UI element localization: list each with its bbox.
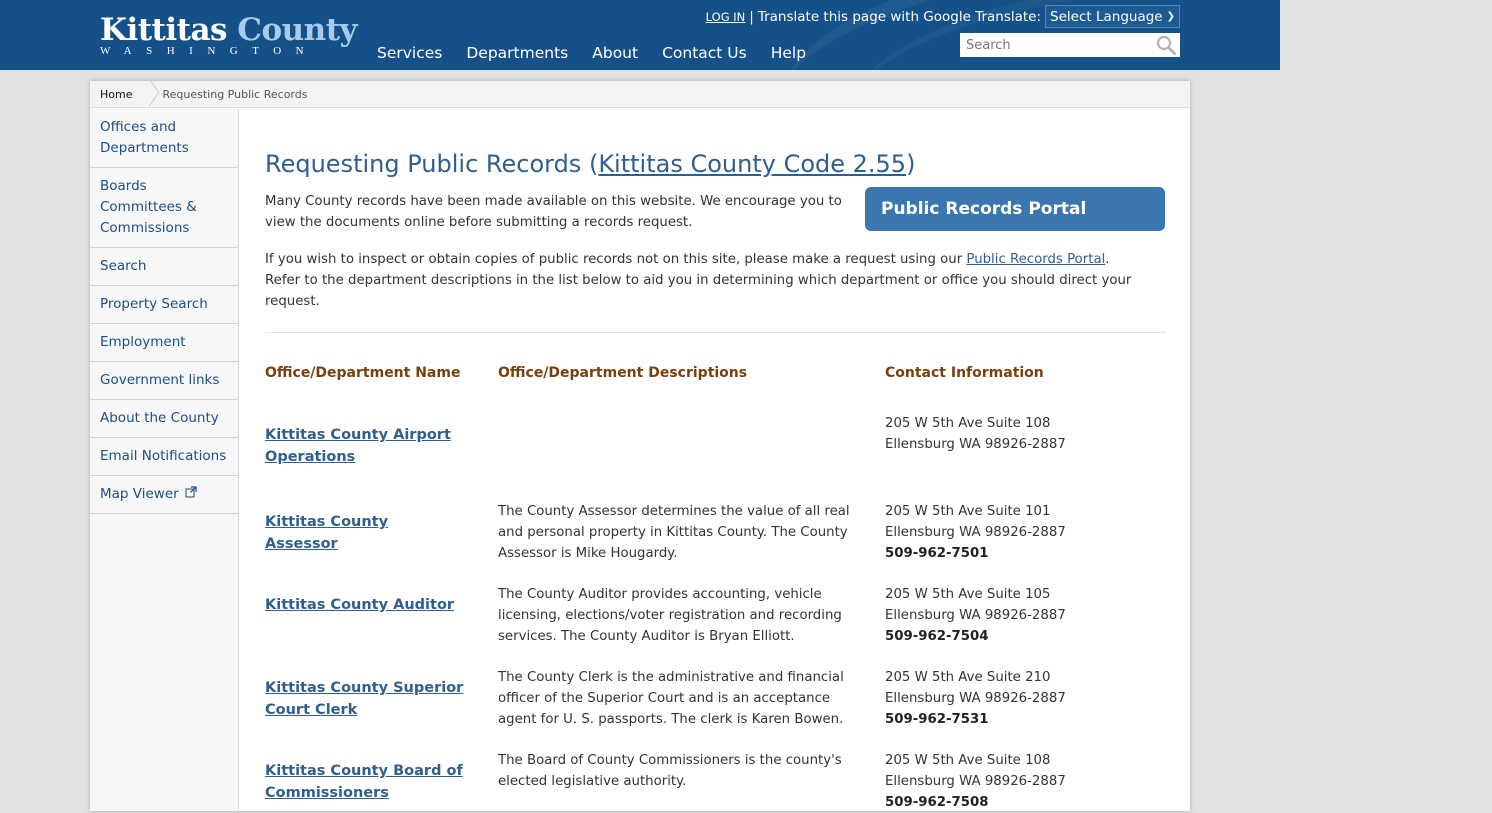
sidebar-link-email-notifications[interactable]: Email Notifications [100, 448, 227, 464]
address-line-2: Ellensburg WA 98926-2887 [885, 691, 1066, 706]
sidebar-link-offices[interactable]: Offices and Departments [100, 119, 189, 156]
breadcrumb-home[interactable]: Home [100, 87, 133, 101]
address-line-2: Ellensburg WA 98926-2887 [885, 774, 1066, 789]
phone-number: 509-962-7531 [885, 712, 989, 727]
title-suffix: ) [906, 150, 916, 178]
sidebar-link-property-search[interactable]: Property Search [100, 296, 208, 312]
department-description: The County Assessor determines the value of all real and personal property in Kittitas County. The County Assessor is Mike Hougardy. [498, 504, 850, 561]
title-text: Requesting Public Records ( [265, 150, 599, 178]
breadcrumb-separator-icon [142, 81, 154, 108]
department-link[interactable]: Kittitas County Auditor [265, 597, 455, 613]
address-line-2: Ellensburg WA 98926-2887 [885, 437, 1066, 452]
contact-info [885, 667, 1145, 730]
intro-row [265, 191, 1166, 233]
nav-about[interactable]: About [592, 44, 639, 62]
nav-departments[interactable]: Departments [466, 44, 569, 62]
nav-contact-us[interactable]: Contact Us [662, 44, 747, 62]
main-content [265, 109, 1166, 810]
sidebar-item-map-viewer [90, 476, 238, 514]
public-records-portal-link[interactable]: Public Records Portal [966, 252, 1106, 267]
address-line-2: Ellensburg WA 98926-2887 [885, 608, 1066, 623]
site-header [0, 0, 1280, 70]
department-description: The County Clerk is the administrative and financial officer of the Superior Court and is an acceptance agent for U. S. passports. The clerk is Karen Bowen. [498, 670, 844, 727]
sidebar-item-search [90, 248, 238, 286]
utility-bar [706, 5, 1180, 28]
sidebar-item-boards [90, 168, 238, 248]
department-link[interactable]: Kittitas County Board of Commissioners [265, 763, 463, 801]
page-title [265, 149, 1166, 179]
main-nav [365, 42, 818, 64]
page-frame [90, 81, 1190, 811]
login-link[interactable]: LOG IN [705, 9, 746, 24]
sidebar-item-government-links [90, 362, 238, 400]
separator: | [749, 8, 754, 25]
sidebar-link-search[interactable]: Search [100, 258, 147, 274]
phone-number: 509-962-7508 [885, 795, 989, 810]
contact-info [885, 750, 1145, 813]
sidebar-link-boards[interactable]: Boards Committees & Commissions [100, 178, 197, 236]
divider [265, 332, 1166, 333]
public-records-portal-button[interactable]: Public Records Portal [865, 187, 1165, 231]
address-line-2: Ellensburg WA 98926-2887 [885, 525, 1066, 540]
sidebar-link-label: Map Viewer [100, 486, 179, 502]
column-header-name: Office/Department Name [265, 365, 461, 381]
breadcrumb [90, 81, 1190, 108]
chevron-down-icon: ❯ [1166, 11, 1175, 22]
phone-number: 509-962-7501 [885, 546, 989, 561]
department-description: The Board of County Commissioners is the county's elected legislative authority. [498, 753, 842, 789]
breadcrumb-current: Requesting Public Records [162, 87, 308, 101]
sidebar-link-government-links[interactable]: Government links [100, 372, 220, 388]
logo-county: County [237, 12, 358, 48]
sidebar-link-map-viewer[interactable] [90, 476, 238, 513]
logo-subtitle: WASHINGTON [100, 45, 319, 57]
column-header-contact: Contact Information [885, 365, 1044, 381]
sidebar-item-about-county [90, 400, 238, 438]
search-input[interactable] [960, 34, 1150, 56]
nav-services[interactable]: Services [377, 44, 443, 62]
address-line-1: 205 W 5th Ave Suite 101 [885, 504, 1051, 519]
address-line-1: 205 W 5th Ave Suite 105 [885, 587, 1051, 602]
department-link[interactable]: Kittitas County Superior Court Clerk [265, 680, 464, 718]
contact-info [885, 501, 1145, 564]
external-link-icon [185, 487, 197, 501]
department-description: The County Auditor provides accounting, vehicle licensing, elections/voter registration and recording services. The County Auditor is Bryan Elliott. [498, 587, 842, 644]
sidebar [90, 109, 239, 811]
sidebar-item-offices [90, 109, 238, 168]
instructions-text: If you wish to inspect or obtain copies of public records not on this site, please make a request using our [265, 252, 967, 267]
sidebar-link-employment[interactable]: Employment [100, 334, 186, 350]
department-link[interactable]: Kittitas County Assessor [265, 514, 389, 552]
address-line-1: 205 W 5th Ave Suite 108 [885, 416, 1051, 431]
logo-title [100, 12, 358, 48]
contact-info [885, 413, 1145, 455]
translate-label: Translate this page with Google Translate: [757, 8, 1042, 25]
sidebar-item-employment [90, 324, 238, 362]
department-link[interactable]: Kittitas County Airport Operations [265, 427, 451, 465]
search-icon[interactable] [1156, 35, 1176, 55]
intro-paragraph: Many County records have been made available on this website. We encourage you to view the documents online before submitting a records request. [265, 194, 842, 230]
address-line-1: 205 W 5th Ave Suite 210 [885, 670, 1051, 685]
site-logo[interactable] [100, 12, 358, 64]
site-search [960, 33, 1180, 57]
address-line-1: 205 W 5th Ave Suite 108 [885, 753, 1051, 768]
language-select[interactable] [1045, 5, 1180, 28]
language-select-value: Select Language [1050, 8, 1163, 25]
column-header-description: Office/Department Descriptions [498, 365, 748, 381]
sidebar-item-email-notifications [90, 438, 238, 476]
sidebar-item-property-search [90, 286, 238, 324]
instructions-text-end: . Refer to the department descriptions in the list below to aid you in determining which department or office you should direct your request. [265, 252, 1132, 309]
request-instructions [265, 249, 1145, 312]
county-code-link[interactable]: Kittitas County Code 2.55 [598, 150, 907, 178]
nav-help[interactable]: Help [770, 44, 807, 62]
sidebar-link-about-county[interactable]: About the County [100, 410, 219, 426]
logo-kittitas: Kittitas [100, 12, 227, 48]
contact-info [885, 584, 1145, 647]
phone-number: 509-962-7504 [885, 629, 989, 644]
